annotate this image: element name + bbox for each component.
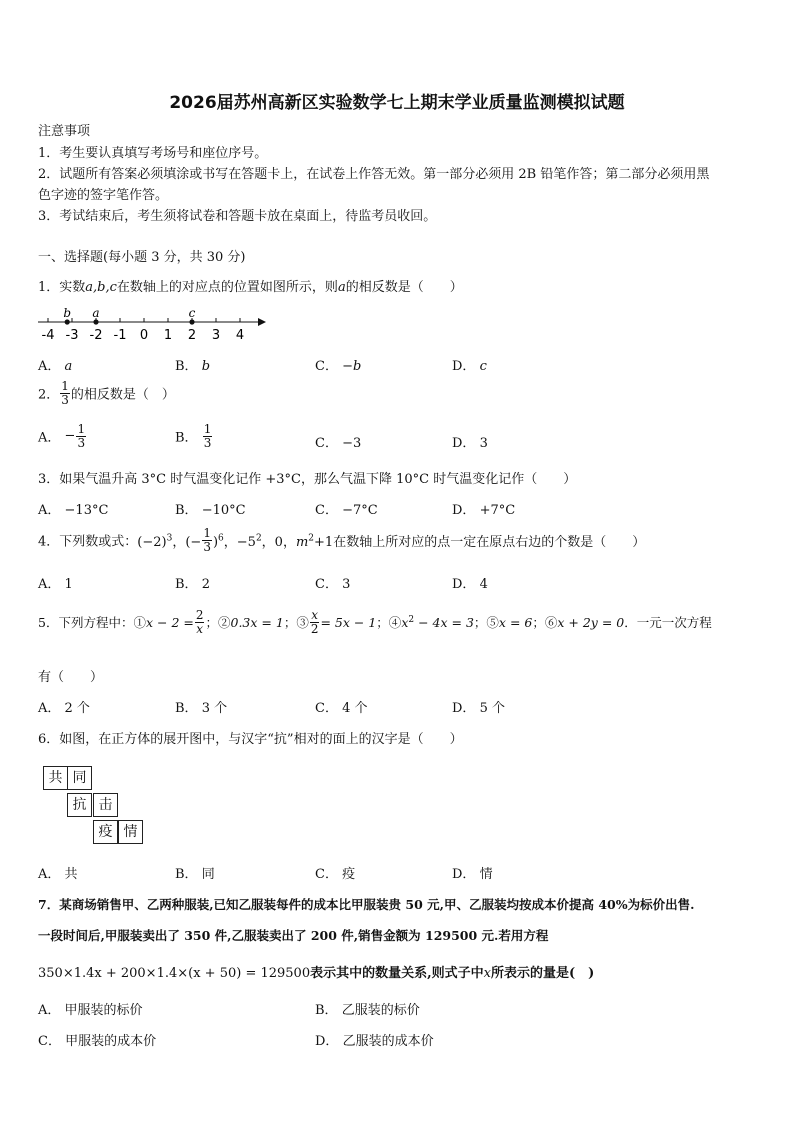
- net-face: 共: [43, 766, 68, 790]
- net-face: 抗: [67, 793, 92, 817]
- q4-option-c: C． 3: [315, 577, 351, 592]
- point-label-a: a: [92, 306, 100, 320]
- net-face: 击: [93, 793, 118, 817]
- axis-tick-label: 1: [163, 328, 173, 343]
- q5-option-a: A． 2 个: [38, 701, 90, 716]
- q7-formula: 350×1.4x + 200×1.4×(x + 50) = 129500: [38, 966, 311, 981]
- q7-option-b: B． 乙服装的标价: [315, 1003, 420, 1018]
- q7-option-d: D． 乙服装的成本价: [315, 1034, 434, 1049]
- number-line: [36, 302, 268, 344]
- axis-tick-label: 2: [187, 328, 197, 343]
- section-heading: 一、选择题(每小题 3 分，共 30 分): [38, 250, 246, 265]
- q2-option-c: C． −3: [315, 436, 362, 451]
- q1-option-c: C． −b: [315, 359, 362, 374]
- q6-option-a: A． 共: [38, 867, 78, 882]
- question-5-stem: 5．下列方程中：①x − 2 = $\frac{2}{x}$ ；②0.3x = 1；③ $\frac{x}{2}$ = 5x − 1；$④x^2 - 4x = 3$；⑤x = 6；⑥x + 2y = 0．一元一次方程: [38, 608, 712, 636]
- page-title: 2026届苏州高新区实验数学七上期末学业质量监测模拟试题: [169, 93, 625, 113]
- q3-option-c: C． −7°C: [315, 503, 378, 518]
- question-7-line1: 7．某商场销售甲、乙两种服装,已知乙服装每件的成本比甲服装贵 50 元,甲、乙服装均按成本价提高 40%为标价出售.: [38, 897, 695, 912]
- question-3-stem: 3．如果气温升高 3°C 时气温变化记作 +3°C，那么气温下降 10°C 时气温变化记作（ ）: [38, 472, 577, 487]
- question-5-line2: 有（ ）: [38, 670, 104, 685]
- axis-tick-label: -4: [41, 328, 55, 343]
- q7-option-a: A． 甲服装的标价: [38, 1003, 143, 1018]
- question-1-stem: 1．实数a,b,c在数轴上的对应点的位置如图所示，则a的相反数是（ ）: [38, 280, 463, 295]
- q5-option-b: B． 3 个: [175, 701, 228, 716]
- q4-option-b: B． 2: [175, 577, 210, 592]
- point-label-c: c: [188, 306, 196, 320]
- q2-option-a: A． − $\frac{1}{3}$: [38, 422, 86, 450]
- net-face: 同: [67, 766, 92, 790]
- q1-option-b: B． b: [175, 359, 211, 374]
- q3-option-d: D． +7°C: [452, 503, 516, 518]
- net-face: 疫: [93, 820, 118, 844]
- q3-option-a: A． −13°C: [38, 503, 109, 518]
- point-c: [189, 319, 194, 324]
- question-6-stem: 6．如图，在正方体的展开图中，与汉字“抗”相对的面上的汉字是（ ）: [38, 732, 463, 747]
- question-7-line3: 350×1.4x + 200×1.4×(x + 50) = 129500表示其中的数量关系,则式子中x所表示的量是( ): [38, 966, 595, 981]
- axis-tick-label: 4: [235, 328, 245, 343]
- axis-tick-label: 0: [139, 328, 149, 343]
- q1-option-d: D． c: [452, 359, 487, 374]
- axis-tick-label: -1: [113, 328, 127, 343]
- question-7-line2: 一段时间后,甲服装卖出了 350 件,乙服装卖出了 200 件,销售金额为 129500 元.若用方程: [38, 928, 549, 943]
- notice-heading: 注意事项: [38, 124, 91, 139]
- notice-item: 2．试题所有答案必须填涂或书写在答题卡上，在试卷上作答无效。第一部分必须用 2B 铅笔作答；第二部分必须用黑: [38, 167, 710, 182]
- q1-option-a: A． a: [38, 359, 73, 374]
- point-b: [65, 319, 70, 324]
- q2-option-b: B． $\frac{1}{3}$: [175, 422, 212, 450]
- question-2-stem: 2． $\frac{1}{3}$ 的相反数是（ ）: [38, 379, 175, 407]
- point-a: [93, 319, 98, 324]
- q5-option-d: D． 5 个: [452, 701, 505, 716]
- q4-option-a: A． 1: [38, 577, 73, 592]
- q2-option-d: D． 3: [452, 436, 488, 451]
- point-label-b: b: [63, 306, 72, 320]
- notice-item: 1．考生要认真填写考场号和座位序号。: [38, 146, 268, 161]
- notice-item: 3．考试结束后，考生须将试卷和答题卡放在桌面上，待监考员收回。: [38, 209, 437, 224]
- q3-option-b: B． −10°C: [175, 503, 246, 518]
- q6-option-c: C． 疫: [315, 867, 356, 882]
- axis-tick-label: 3: [211, 328, 221, 343]
- q4-option-d: D． 4: [452, 577, 488, 592]
- question-4-stem: 4．下列数或式：$(-2)^3$，(− $\frac{1}{3}$ )$^6$，$-5^2$，0，$m^2+1$在数轴上所对应的点一定在原点右边的个数是（ ）: [38, 526, 646, 554]
- q5-option-c: C． 4 个: [315, 701, 368, 716]
- notice-item: 色字迹的签字笔作答。: [38, 188, 169, 203]
- number-line-arrow: [258, 318, 266, 326]
- net-face: 情: [118, 820, 143, 844]
- axis-tick-label: -3: [65, 328, 79, 343]
- q7-option-c: C． 甲服装的成本价: [38, 1034, 157, 1049]
- q6-option-b: B． 同: [175, 867, 215, 882]
- axis-tick-label: -2: [89, 328, 103, 343]
- q6-option-d: D． 情: [452, 867, 493, 882]
